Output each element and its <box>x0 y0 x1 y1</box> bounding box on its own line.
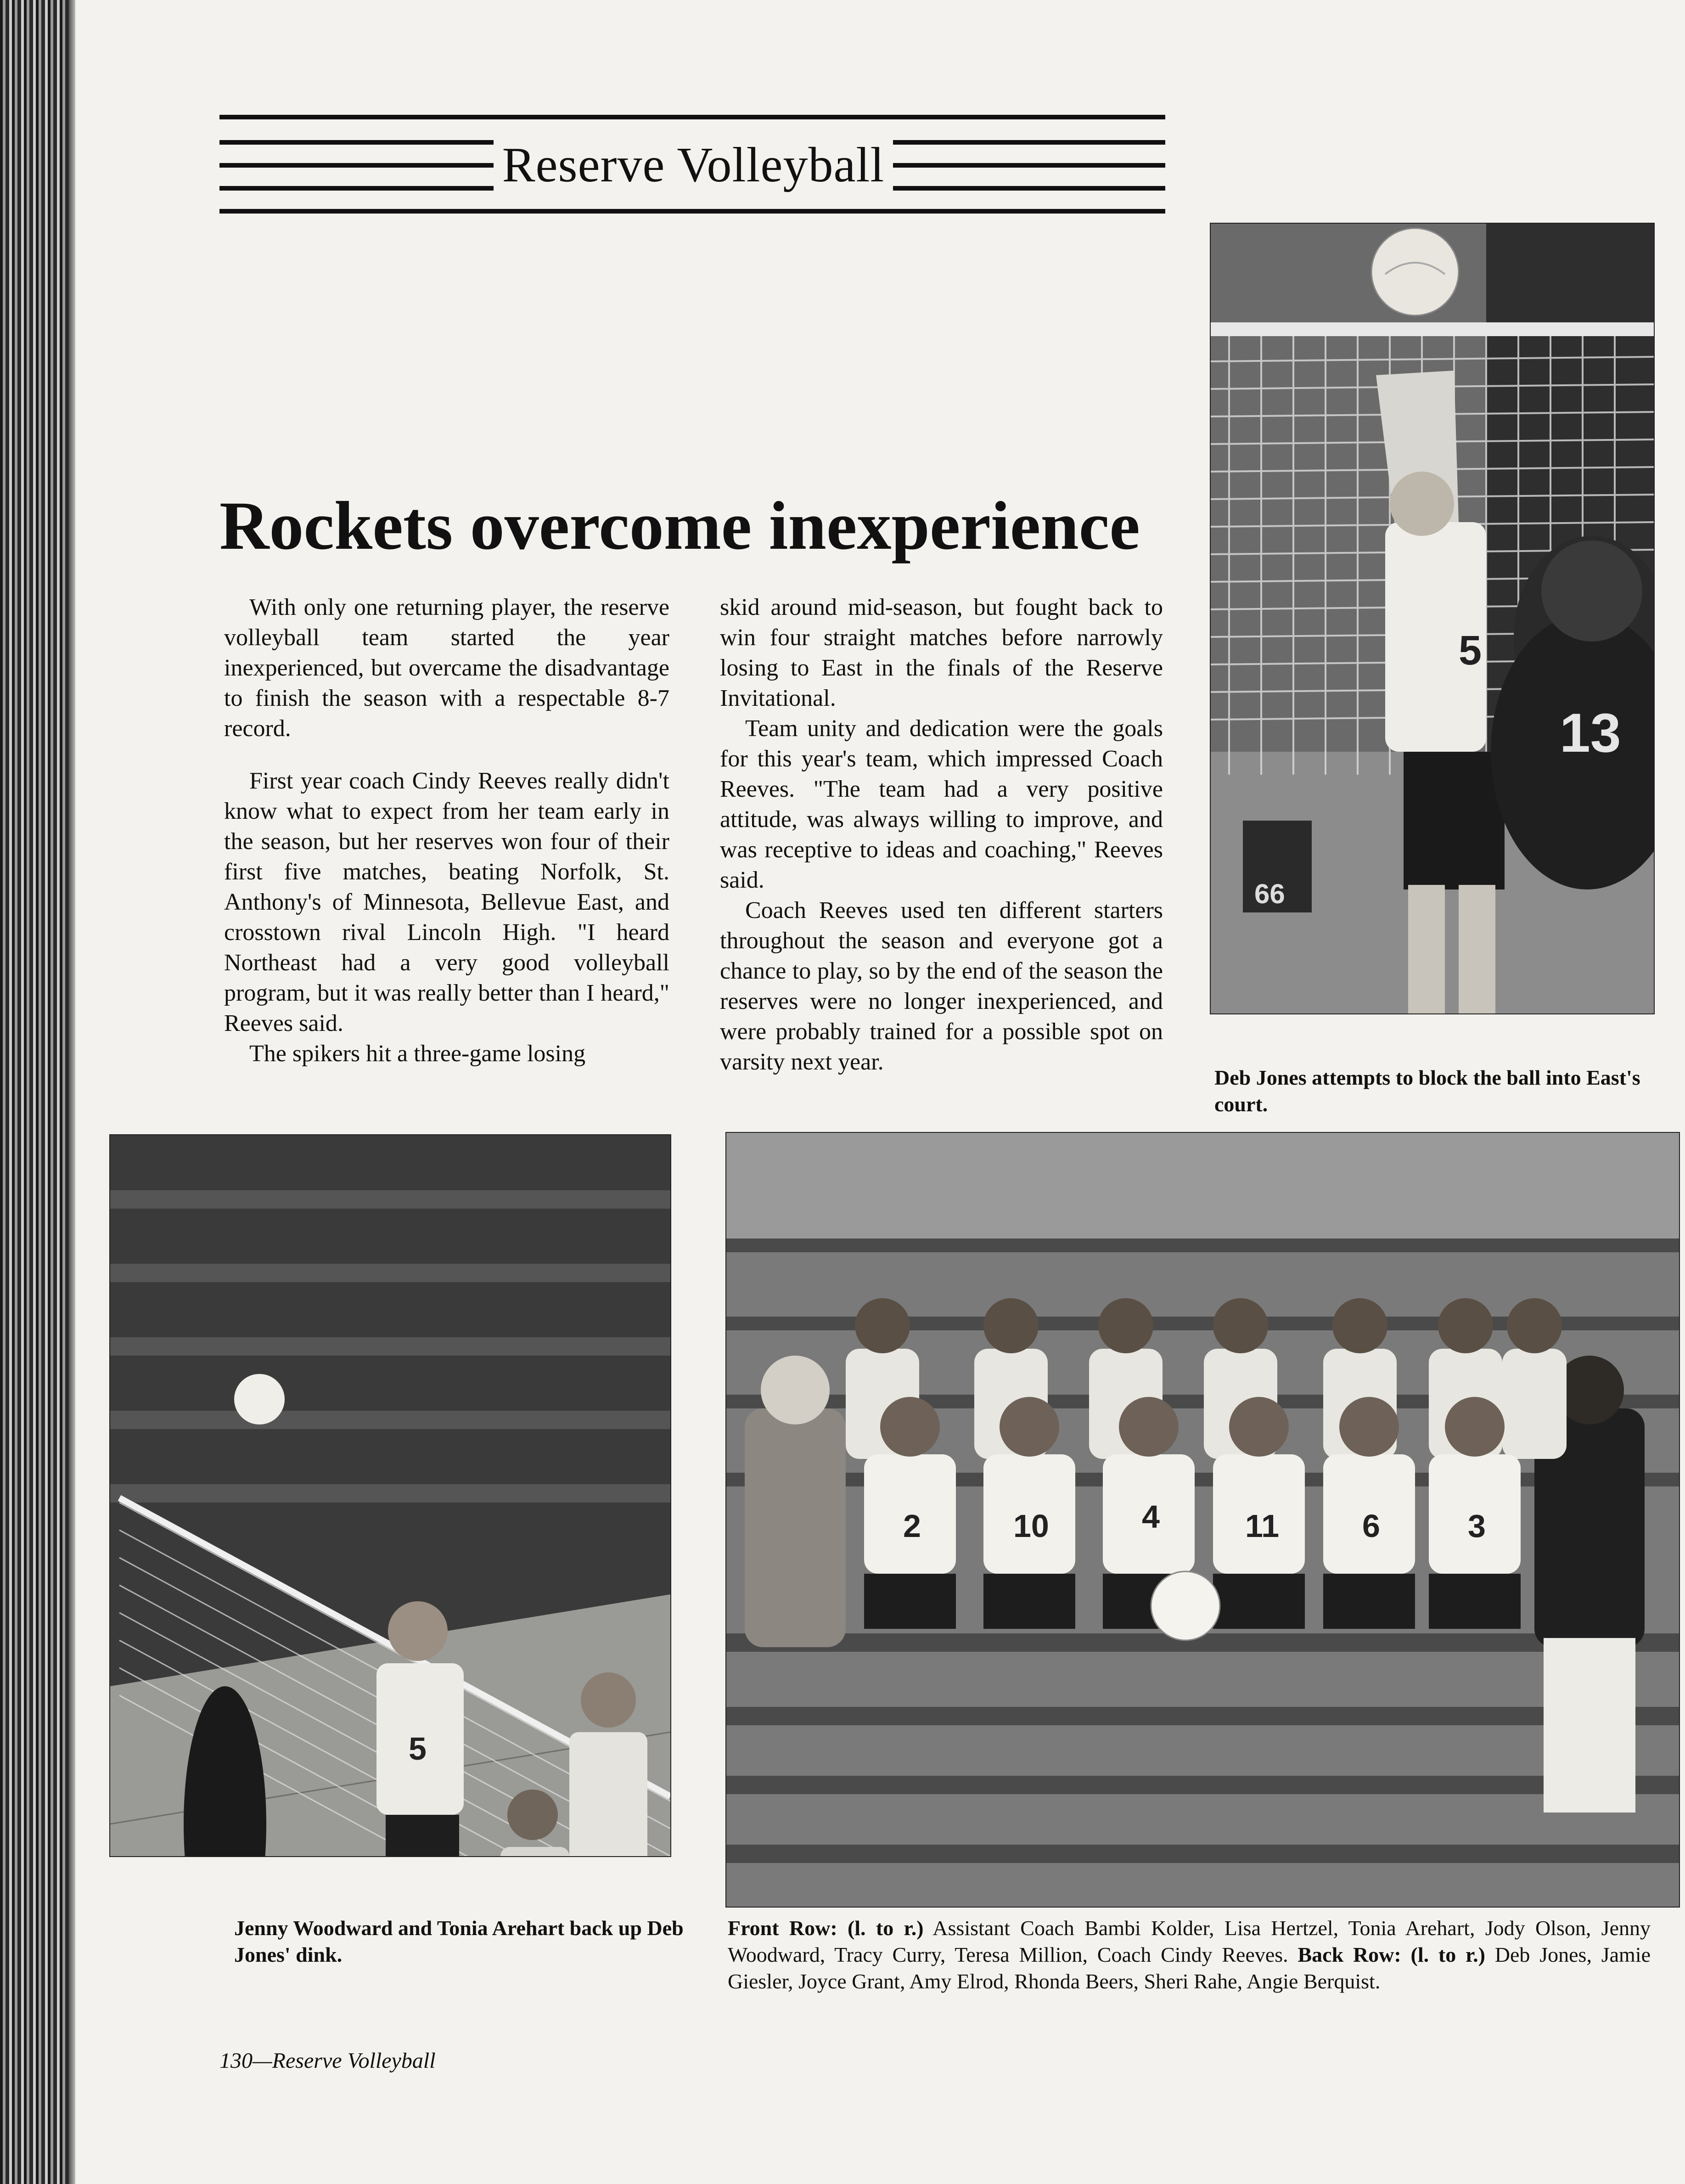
book-binding <box>0 0 69 2184</box>
headline: Rockets overcome inexperience <box>219 488 1140 564</box>
jersey-number: 5 <box>409 1731 427 1767</box>
front-row-names: Assistant Coach Bambi Kolder, Lisa Hertzel, Tonia Arehart, Jody Olson, Jenny Woodward, Tracy Curry, Teresa Million, Coach Cindy Reeves. <box>728 1916 1651 1966</box>
paragraph: Team unity and dedication were the goals for this year's team, which impressed Coach Reeves. "The team had a very positive attitude, was always willing to improve, and was receptive to ideas and coaching," Reeves said. <box>720 715 1163 893</box>
header-rule <box>219 115 1165 119</box>
jersey-number: 3 <box>1468 1508 1486 1544</box>
caption-block-attempt: Deb Jones attempts to block the ball into East's court. <box>1214 1066 1640 1116</box>
paragraph: skid around mid-season, but fought back to win four straight matches before narrowly losing to East in the finals of the Reserve Invitational. <box>720 594 1163 711</box>
back-row-names: Deb Jones, Jamie Giesler, Joyce Grant, Amy Elrod, Rhonda Beers, Sheri Rahe, Angie Berquist. <box>728 1943 1651 1993</box>
jersey-number: 5 <box>1459 628 1482 674</box>
jersey-number: 13 <box>1560 702 1621 764</box>
jersey-number: 6 <box>1362 1508 1380 1544</box>
article-column-2 <box>720 592 1163 1077</box>
photo-team-illustration <box>726 1133 1679 1907</box>
page-folio: 130—Reserve Volleyball <box>219 2049 436 2073</box>
front-row-label: Front Row: (l. to r.) <box>728 1916 924 1940</box>
paragraph: Coach Reeves used ten different starters throughout the season and everyone got a chance to play, so by the end of the season the reserves were no longer inexperienced, and were probably trained for a possible spot on varsity next year. <box>720 897 1163 1075</box>
photo-block-attempt-illustration <box>1211 224 1654 1013</box>
caption-backup-dink: Jenny Woodward and Tonia Arehart back up Deb Jones' dink. <box>234 1916 684 1966</box>
photo-team <box>725 1132 1680 1908</box>
back-row-label: Back Row: (l. to r.) <box>1297 1943 1485 1966</box>
article-column-1 <box>224 592 669 1069</box>
jersey-number: 10 <box>1013 1508 1049 1544</box>
paragraph: First year coach Cindy Reeves really didn't know what to expect from her team early in the season, but her reserves won four of their first five matches, beating Norfolk, St. Anthony's of Minnesota, Bellevue East, and crosstown rival Lincoln High. "I heard Northeast had a very good volleyball program, but it was really better than I heard," Reeves said. <box>224 768 669 1036</box>
section-title: Reserve Volleyball <box>494 131 893 200</box>
photo-backup-dink <box>109 1134 671 1857</box>
jersey-number: 4 <box>1142 1499 1160 1535</box>
binding-edge <box>69 0 75 2184</box>
jersey-number: 66 <box>1254 878 1285 909</box>
photo-backup-dink-illustration <box>110 1135 670 1857</box>
header-rule <box>219 209 1165 214</box>
paragraph: The spikers hit a three-game losing <box>249 1041 586 1067</box>
caption-team <box>728 1915 1651 1995</box>
photo-block-attempt <box>1210 223 1655 1014</box>
jersey-number: 2 <box>903 1508 921 1544</box>
jersey-number: 11 <box>1245 1508 1279 1544</box>
paragraph: With only one returning player, the reserve volleyball team started the year inexperienced, but overcame the disadvantage to finish the season with a respectable 8-7 record. <box>224 594 669 742</box>
